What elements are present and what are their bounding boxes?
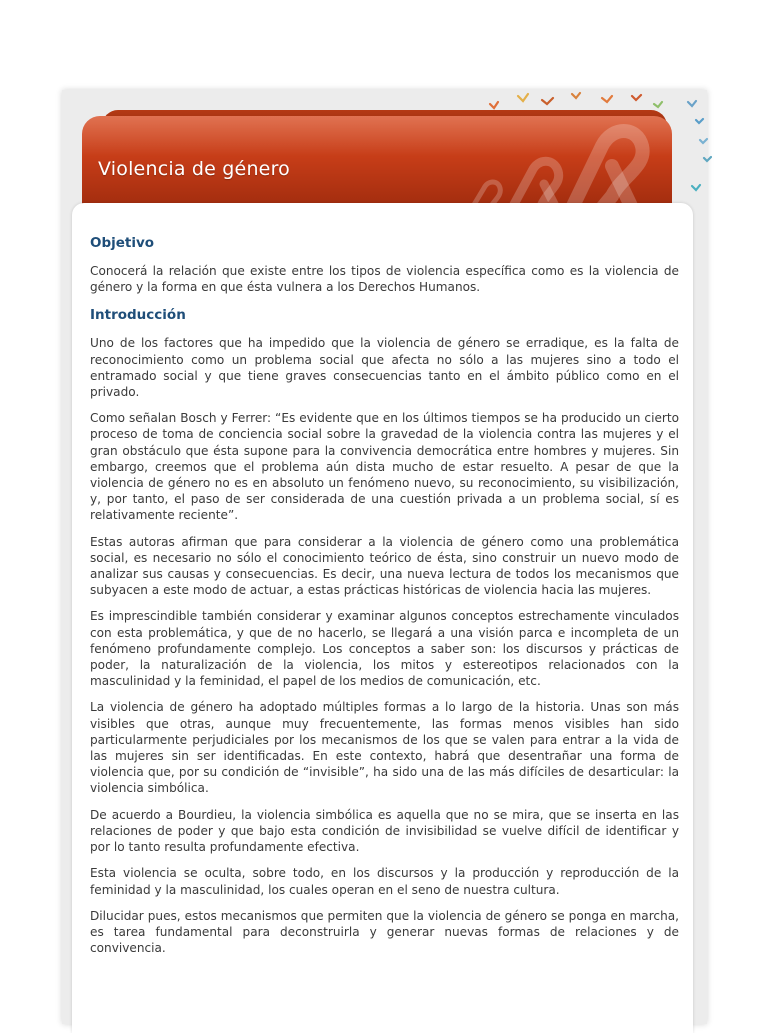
paragraph: Es imprescindible también considerar y examinar algunos conceptos estrechamente vinculados con esta problemática, y que de no hacerlo, se llegará a una visión parca e incompleta de un fenómeno profundamente complejo. Los conceptos a saber son: los discursos y prácticas de poder, la naturalización de la violencia, los mitos y estereotipos relacionados con la masculinidad y la feminidad, el papel de los medios de comunicación, etc. bbox=[90, 609, 679, 689]
paragraph: Estas autoras afirman que para considerar a la violencia de género como una problemática social, es necesario no sólo el conocimiento teórico de ésta, sino construir un nuevo modo de analizar sus causas y consecuencias. Es decir, una nueva lectura de todos los mecanismos que subyacen a este modo de actuar, a estas prácticas históricas de violencia hacia las mujeres. bbox=[90, 534, 679, 598]
paragraph: De acuerdo a Bourdieu, la violencia simbólica es aquella que no se mira, que se inserta en las relaciones de poder y que bajo esta condición de invisibilidad se vuelve difícil de identificar y por lo tanto resulta profundamente efectiva. bbox=[90, 807, 679, 855]
content-panel bbox=[72, 203, 693, 1033]
paragraph: La violencia de género ha adoptado múltiples formas a lo largo de la historia. Unas son más visibles que otras, aunque muy frecuentemente, las formas menos visibles han sido particularmente perjudiciales por los mecanismos de los que se valen para entrar a la vida de las mujeres sin ser identificadas. En este contexto, habrá que desentrañar una forma de violencia que, por su condición de “invisible”, ha sido una de las más difíciles de desarticular: la violencia simbólica. bbox=[90, 700, 679, 796]
section-heading-objetivo: Objetivo bbox=[90, 235, 155, 251]
banner-title: Violencia de género bbox=[98, 158, 290, 180]
section-heading-introduccion: Introducción bbox=[90, 307, 186, 324]
document-page bbox=[62, 90, 707, 1024]
paragraph: Dilucidar pues, estos mecanismos que permiten que la violencia de género se ponga en marcha, es tarea fundamental para deconstruirla y generar nuevas formas de relaciones y de convivencia. bbox=[90, 908, 679, 956]
paragraph: Conocerá la relación que existe entre los tipos de violencia específica como es la violencia de género y la forma en que ésta vulnera a los Derechos Humanos. bbox=[90, 264, 679, 295]
paragraph: Como señalan Bosch y Ferrer: “Es evidente que en los últimos tiempos se ha producido un cierto proceso de toma de conciencia social sobre la gravedad de la violencia contra las mujeres y el gran obstáculo que ésta supone para la convivencia democrática entre hombres y mujeres. Sin embargo, creemos que el problema aún dista mucho de estar resuelto. A pesar de que la violencia de género no es en absoluto un fenómeno nuevo, su reconocimiento, su visibilización, y, por tanto, el paso de ser considerada de una cuestión privada a un problema social, sí es relativamente reciente”. bbox=[90, 411, 679, 523]
content-body bbox=[90, 223, 679, 966]
paragraph: Uno de los factores que ha impedido que la violencia de género se erradique, es la falta de reconocimiento como un problema social que afecta no sólo a las mujeres sino a todo el entramado social y que tiene graves consecuencias tanto en el ámbito público como en el privado. bbox=[90, 336, 679, 400]
paragraph: Esta violencia se oculta, sobre todo, en los discursos y la producción y reproducción de la feminidad y la masculinidad, los cuales operan en el seno de nuestra cultura. bbox=[90, 866, 679, 897]
bird-icon bbox=[482, 90, 712, 210]
